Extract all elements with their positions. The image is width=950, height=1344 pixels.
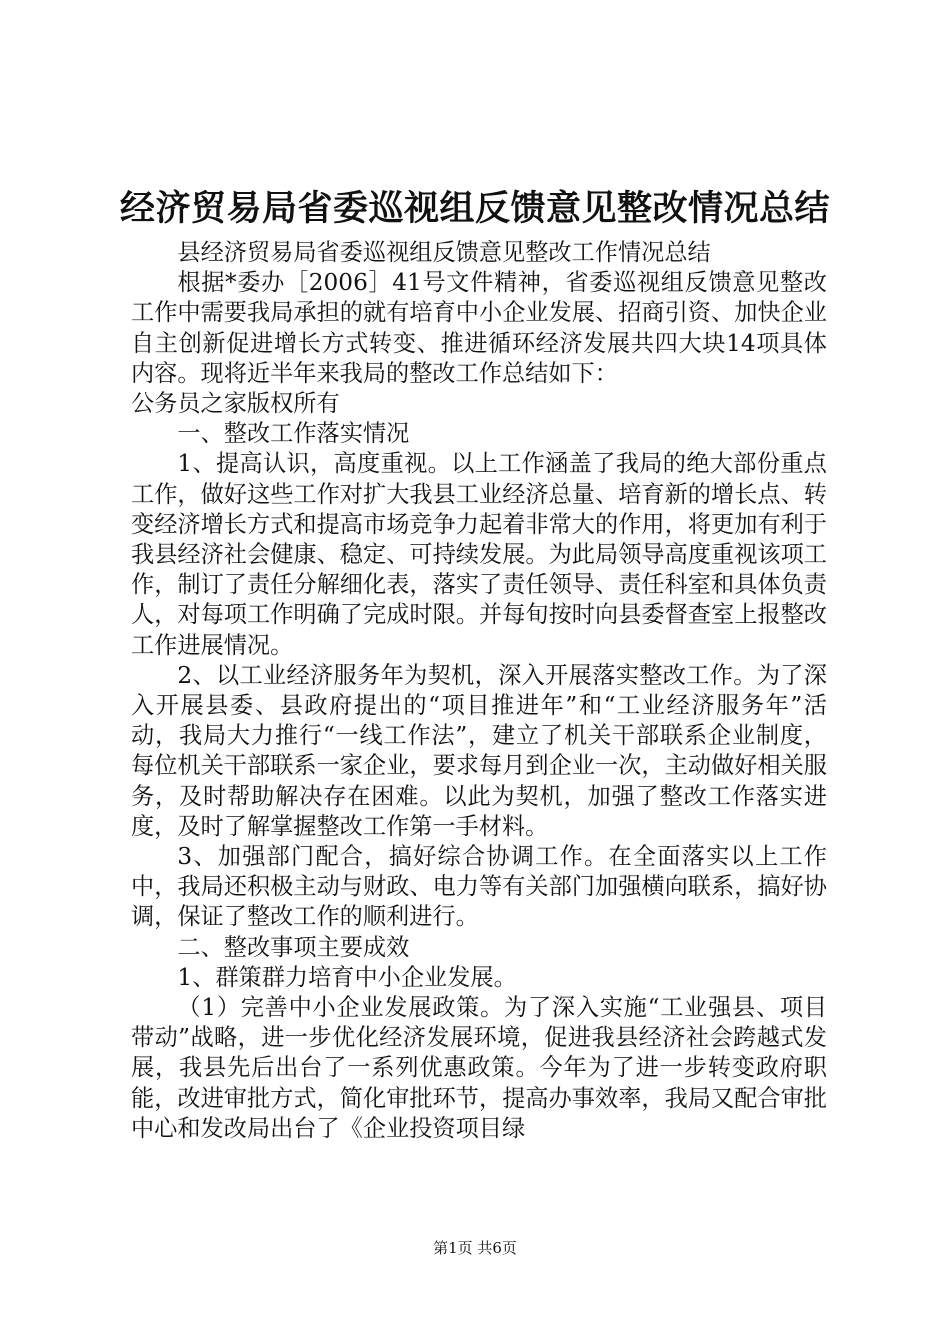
paragraph-intro: 根据*委办［2006］41号文件精神，省委巡视组反馈意见整改工作中需要我局承担的就有培育中小企业发展、招商引资、加快企业自主创新促进增长方式转变、推进循环经济发展共四大块14项具体内容。现将近半年来我局的整改工作总结如下： <box>131 269 827 387</box>
paragraph-copyright: 公务员之家版权所有 <box>131 390 340 418</box>
paragraph-item-2: 2、以工业经济服务年为契机，深入开展落实整改工作。为了深入开展县委、县政府提出的“项目推进年”和“工业经济服务年”活动，我局大力推行“一线工作法”，建立了机关干部联系企业制度，每位机关干部联系一家企业，要求每月到企业一次，主动做好相关服务，及时帮助解决存在困难。以此为契机，加强了整改工作落实进度，及时了解掌握整改工作第一手材料。 <box>131 661 827 840</box>
paragraph-item-3: 3、加强部门配合，搞好综合协调工作。在全面落实以上工作中，我局还积极主动与财政、电力等有关部门加强横向联系，搞好协调，保证了整改工作的顺利进行。 <box>131 843 827 931</box>
section-heading-2: 二、整改事项主要成效 <box>177 933 410 961</box>
paragraph-subtitle: 县经济贸易局省委巡视组反馈意见整改工作情况总结 <box>177 239 711 266</box>
document-title: 经济贸易局省委巡视组反馈意见整改情况总结 <box>119 188 830 229</box>
page-number-footer: 第1页 共6页 <box>433 1239 517 1257</box>
section-heading-1: 一、整改工作落实情况 <box>177 420 410 448</box>
document-body <box>131 238 827 1144</box>
subsection-heading-1: 1、群策群力培育中小企业发展。 <box>177 963 517 991</box>
paragraph-subitem-1: （1）完善中小企业发展政策。为了深入实施“工业强县、项目带动”战略，进一步优化经济发展环境，促进我县经济社会跨越式发展，我县先后出台了一系列优惠政策。今年为了进一步转变政府职能，改进审批方式，简化审批环节，提高办事效率，我局又配合审批中心和发改局出台了《企业投资项目绿 <box>131 994 827 1142</box>
paragraph-item-1: 1、提高认识，高度重视。以上工作涵盖了我局的绝大部份重点工作，做好这些工作对扩大我县工业经济总量、培育新的增长点、转变经济增长方式和提高市场竞争力起着非常大的作用，将更加有利于我县经济社会健康、稳定、可持续发展。为此局领导高度重视该项工作，制订了责任分解细化表，落实了责任领导、责任科室和具体负责人，对每项工作明确了完成时限。并每旬按时向县委督查室上报整改工作进展情况。 <box>131 450 827 659</box>
